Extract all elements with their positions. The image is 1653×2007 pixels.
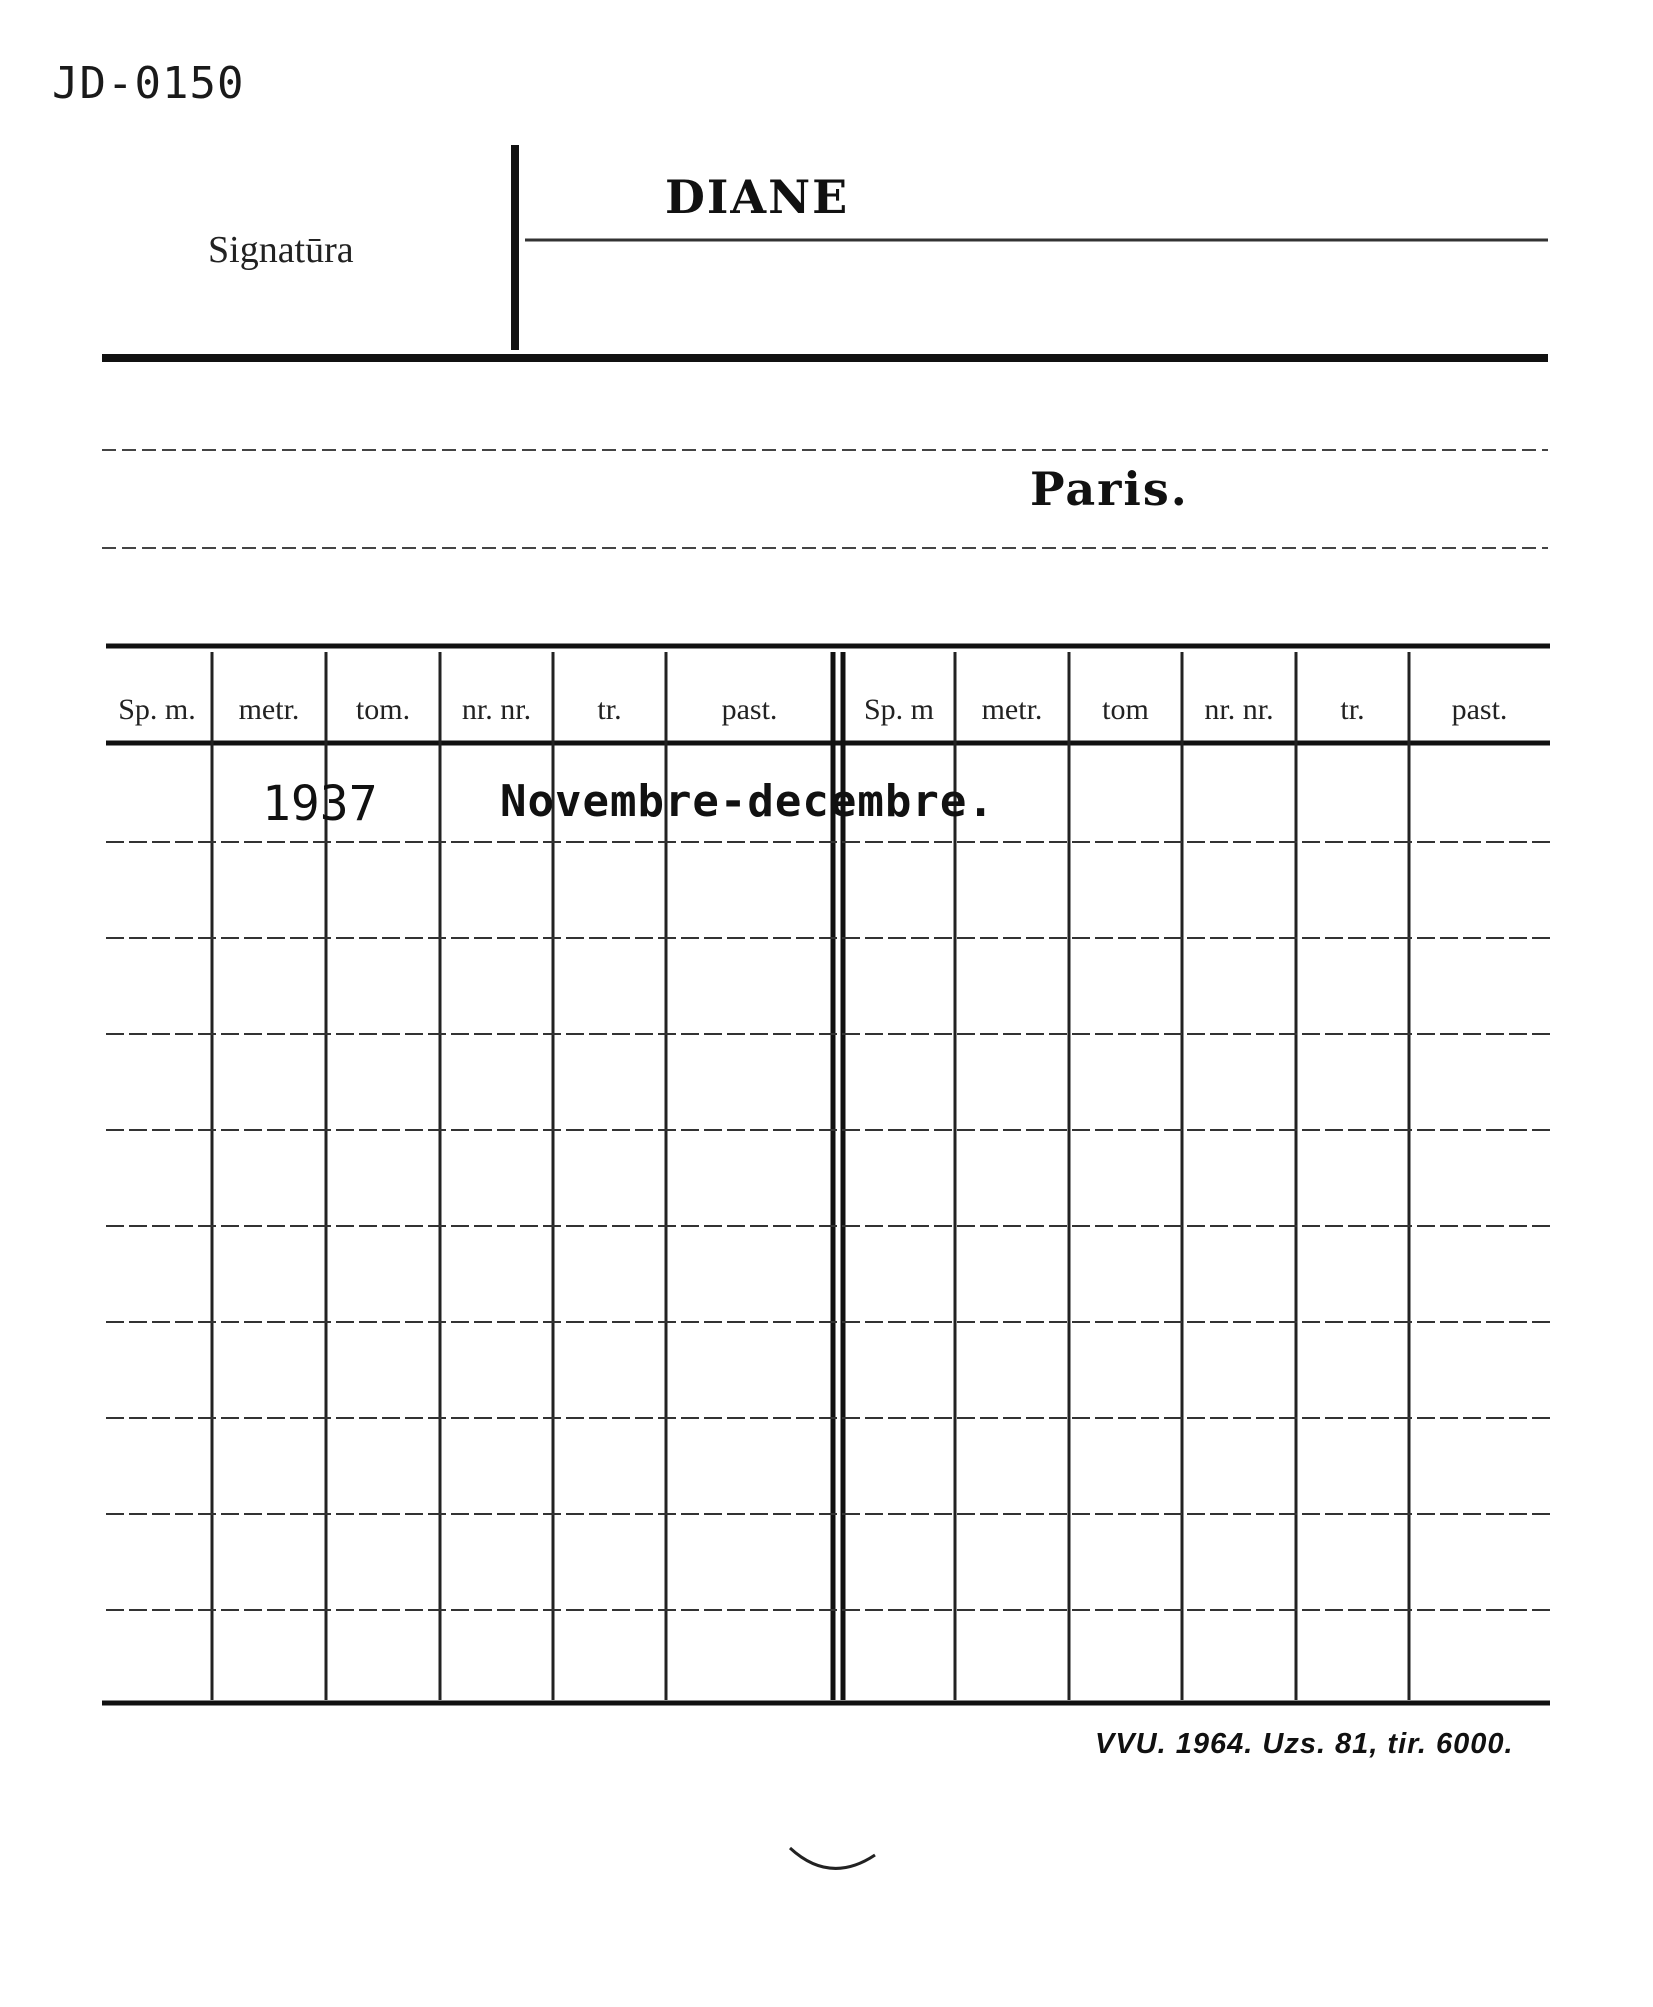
header-nr-right: nr. nr. — [1204, 693, 1274, 726]
header-tr-left: tr. — [597, 693, 622, 726]
entry-year: 1937 — [262, 776, 378, 832]
header-tom-left: tom. — [355, 693, 411, 726]
entry-period: Novembre-decembre. — [500, 776, 995, 827]
card-code: JD-0150 — [52, 58, 245, 109]
card-title: DIANE — [665, 170, 850, 224]
header-sp-m-left: Sp. m. — [118, 693, 196, 726]
header-tr-right: tr. — [1340, 693, 1365, 726]
signature-label: Signatūra — [208, 229, 354, 271]
header-past-left: past. — [721, 693, 778, 726]
header-past-right: past. — [1451, 693, 1508, 726]
header-metr-left: metr. — [238, 693, 300, 726]
header-sp-m-right: Sp. m — [863, 693, 935, 726]
header-nr-left: nr. nr. — [461, 693, 532, 726]
place-name: Paris. — [1030, 462, 1189, 516]
print-note: VVU. 1964. Uzs. 81, tir. 6000. — [1095, 1728, 1514, 1760]
header-tom-right: tom — [1102, 693, 1149, 726]
header-metr-right: metr. — [981, 693, 1043, 726]
